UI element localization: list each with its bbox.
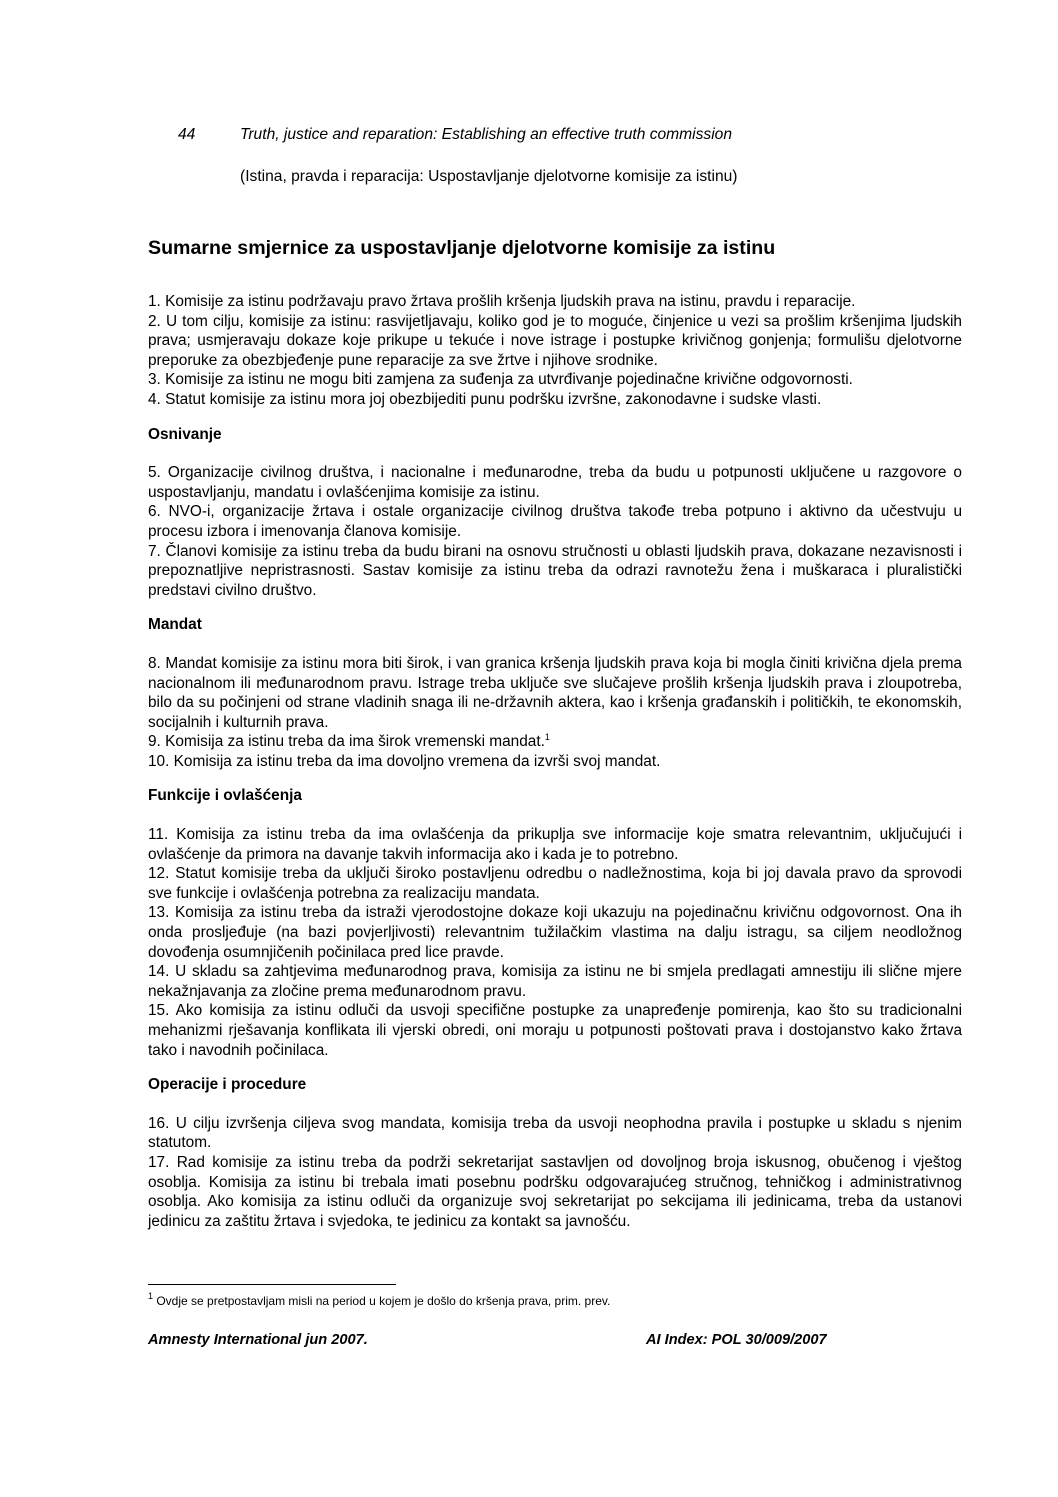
- section-heading-osnivanje: Osnivanje: [148, 425, 222, 443]
- footnote-divider: [148, 1284, 396, 1285]
- paragraph-6: 6. NVO-i, organizacije žrtava i ostale organizacije civilnog društva takođe treba potpuno i aktivno da učestvuju u procesu izbora i imenovanja članova komisije.: [148, 503, 962, 540]
- paragraph-1: 1. Komisije za istinu podržavaju pravo žrtava prošlih kršenja ljudskih prava na istinu, pravdu i reparacije.: [148, 293, 856, 310]
- paragraph-17: 17. Rad komisije za istinu treba da podrži sekretarijat sastavljen od dovoljnog broja iskusnog, obučenog i vještog osoblja. Komisija za istinu bi trebala imati posebnu podršku odgovarajućeg stručnog, tehničkog i administrativnog osoblja. Ako komisija za istinu odluči da organizuje svoj sekretarijat po sekcijama ili jedinicama, treba da ustanovi jedinicu za zaštitu žrtava i svjedoka, te jedinicu za kontakt sa javnošću.: [148, 1153, 962, 1230]
- paragraph-7: 7. Članovi komisije za istinu treba da budu birani na osnovu stručnosti u oblasti ljudskih prava, dokazane nezavisnosti i prepoznatljive nepristrasnosti. Sastav komisije za istinu treba da odrazi ravnotežu žena i muškaraca i pluralistički predstavi civilno društvo.: [148, 542, 962, 599]
- document-body: [148, 292, 962, 1231]
- paragraph-13: 13. Komisija za istinu treba da istraži vjerodostojne dokaze koji ukazuju na pojedinačnu krivičnu odgovornost. Ona ih onda prosljeđuje (na bazi povjerljivosti) relevantnim tužilačkim vlastima na dalju istragu, sa ciljem neodložnog dovođenja osumnjičenih počinilaca pred lice pravde.: [148, 904, 962, 961]
- running-title: Truth, justice and reparation: Establishing an effective truth commission: [240, 126, 733, 143]
- paragraph-14: 14. U skladu sa zahtjevima međunarodnog prava, komisija za istinu ne bi smjela predlagati amnestiju ili slične mjere nekažnjavanja za zločine prema međunarodnom pravu.: [148, 963, 962, 1000]
- paragraph-15: 15. Ako komisija za istinu odluči da usvoji specifične postupke za unapređenje pomirenja, kao što su tradicionalni mehanizmi rješavanja konflikata ili vjerski obredi, oni moraju u potpunosti poštovati prava i dostojanstvo kako žrtava tako i navodnih počinilaca.: [148, 1002, 962, 1059]
- paragraph-8: 8. Mandat komisije za istinu mora biti širok, i van granica kršenja ljudskih prava koja bi mogla činiti krivična djela prema nacionalnom ili međunarodnom pravu. Istrage treba uključe sve slučajeve prošlih kršenja ljudskih prava i zloupotreba, bilo da su počinjeni od strane vladinih snaga ili ne-državnih aktera, kao i kršenja građanskih i političkih, te ekonomskih, socijalnih i kulturnih prava.: [148, 654, 962, 731]
- paragraph-3: 3. Komisije za istinu ne mogu biti zamjena za suđenja za utvrđivanje pojedinačne krivične odgovornosti.: [148, 371, 853, 389]
- paragraph-16: 16. U cilju izvršenja ciljeva svog mandata, komisija treba da usvoji neophodna pravila i postupke u skladu s njenim statutom.: [148, 1114, 962, 1152]
- section-heading-funkcije: Funkcije i ovlašćenja: [148, 787, 302, 805]
- paragraph-4: 4. Statut komisije za istinu mora joj obezbijediti punu podršku izvršne, zakonodavne i sudske vlasti.: [148, 390, 822, 408]
- footnote-reference[interactable]: 1: [544, 732, 550, 743]
- page-title: Sumarne smjernice za uspostavljanje djelotvorne komisije za istinu: [148, 237, 776, 259]
- paragraph-9-text: 9. Komisija za istinu treba da ima širok vremenski mandat.: [148, 733, 545, 751]
- footer-publisher: Amnesty International jun 2007.: [148, 1332, 368, 1348]
- footer-index: AI Index: POL 30/009/2007: [646, 1332, 827, 1348]
- paragraph-10: 10. Komisija za istinu treba da ima dovoljno vremena da izvrši svoj mandat.: [148, 752, 661, 770]
- section-heading-mandat: Mandat: [148, 616, 202, 634]
- footnote-text: Ovdje se pretpostavljam misli na period u kojem je došlo do kršenja prava, prim. prev.: [153, 1294, 611, 1308]
- header-subtitle: (Istina, pravda i reparacija: Uspostavljanje djelotvorne komisije za istinu): [240, 168, 738, 185]
- paragraph-2: 2. U tom cilju, komisije za istinu: rasvijetljavaju, koliko god je to moguće, činjenice u vezi sa prošlim kršenjima ljudskih prava; usmjeravaju dokaze koje prikupe u tekuće i nove istrage i postupke krivičnog gonjenja; formulišu djelotvorne preporuke za obezbjeđenje pune reparacije za sve žrtve i njihove srodnike.: [148, 312, 962, 369]
- paragraph-9: [148, 732, 962, 752]
- footnote: [148, 1291, 611, 1308]
- section-heading-operacije: Operacije i procedure: [148, 1076, 307, 1094]
- running-header: [178, 126, 732, 144]
- page-number: 44: [178, 126, 196, 143]
- paragraph-5: 5. Organizacije civilnog društva, i nacionalne i međunarodne, treba da budu u potpunosti uključene u razgovore o uspostavljanju, mandatu i ovlašćenjima komisije za istinu.: [148, 464, 962, 501]
- footnote-mark: 1: [148, 1291, 154, 1301]
- paragraph-12: 12. Statut komisije treba da uključi široko postavljenu odredbu o nadležnostima, koja bi joj davala pravo da sprovodi sve funkcije i ovlašćenja potrebna za realizaciju mandata.: [148, 865, 962, 902]
- paragraph-11: 11. Komisija za istinu treba da ima ovlašćenja da prikuplja sve informacije koje smatra relevantnim, uključujući i ovlašćenje da primora na davanje takvih informacija ako i kada je to potrebno.: [148, 826, 962, 863]
